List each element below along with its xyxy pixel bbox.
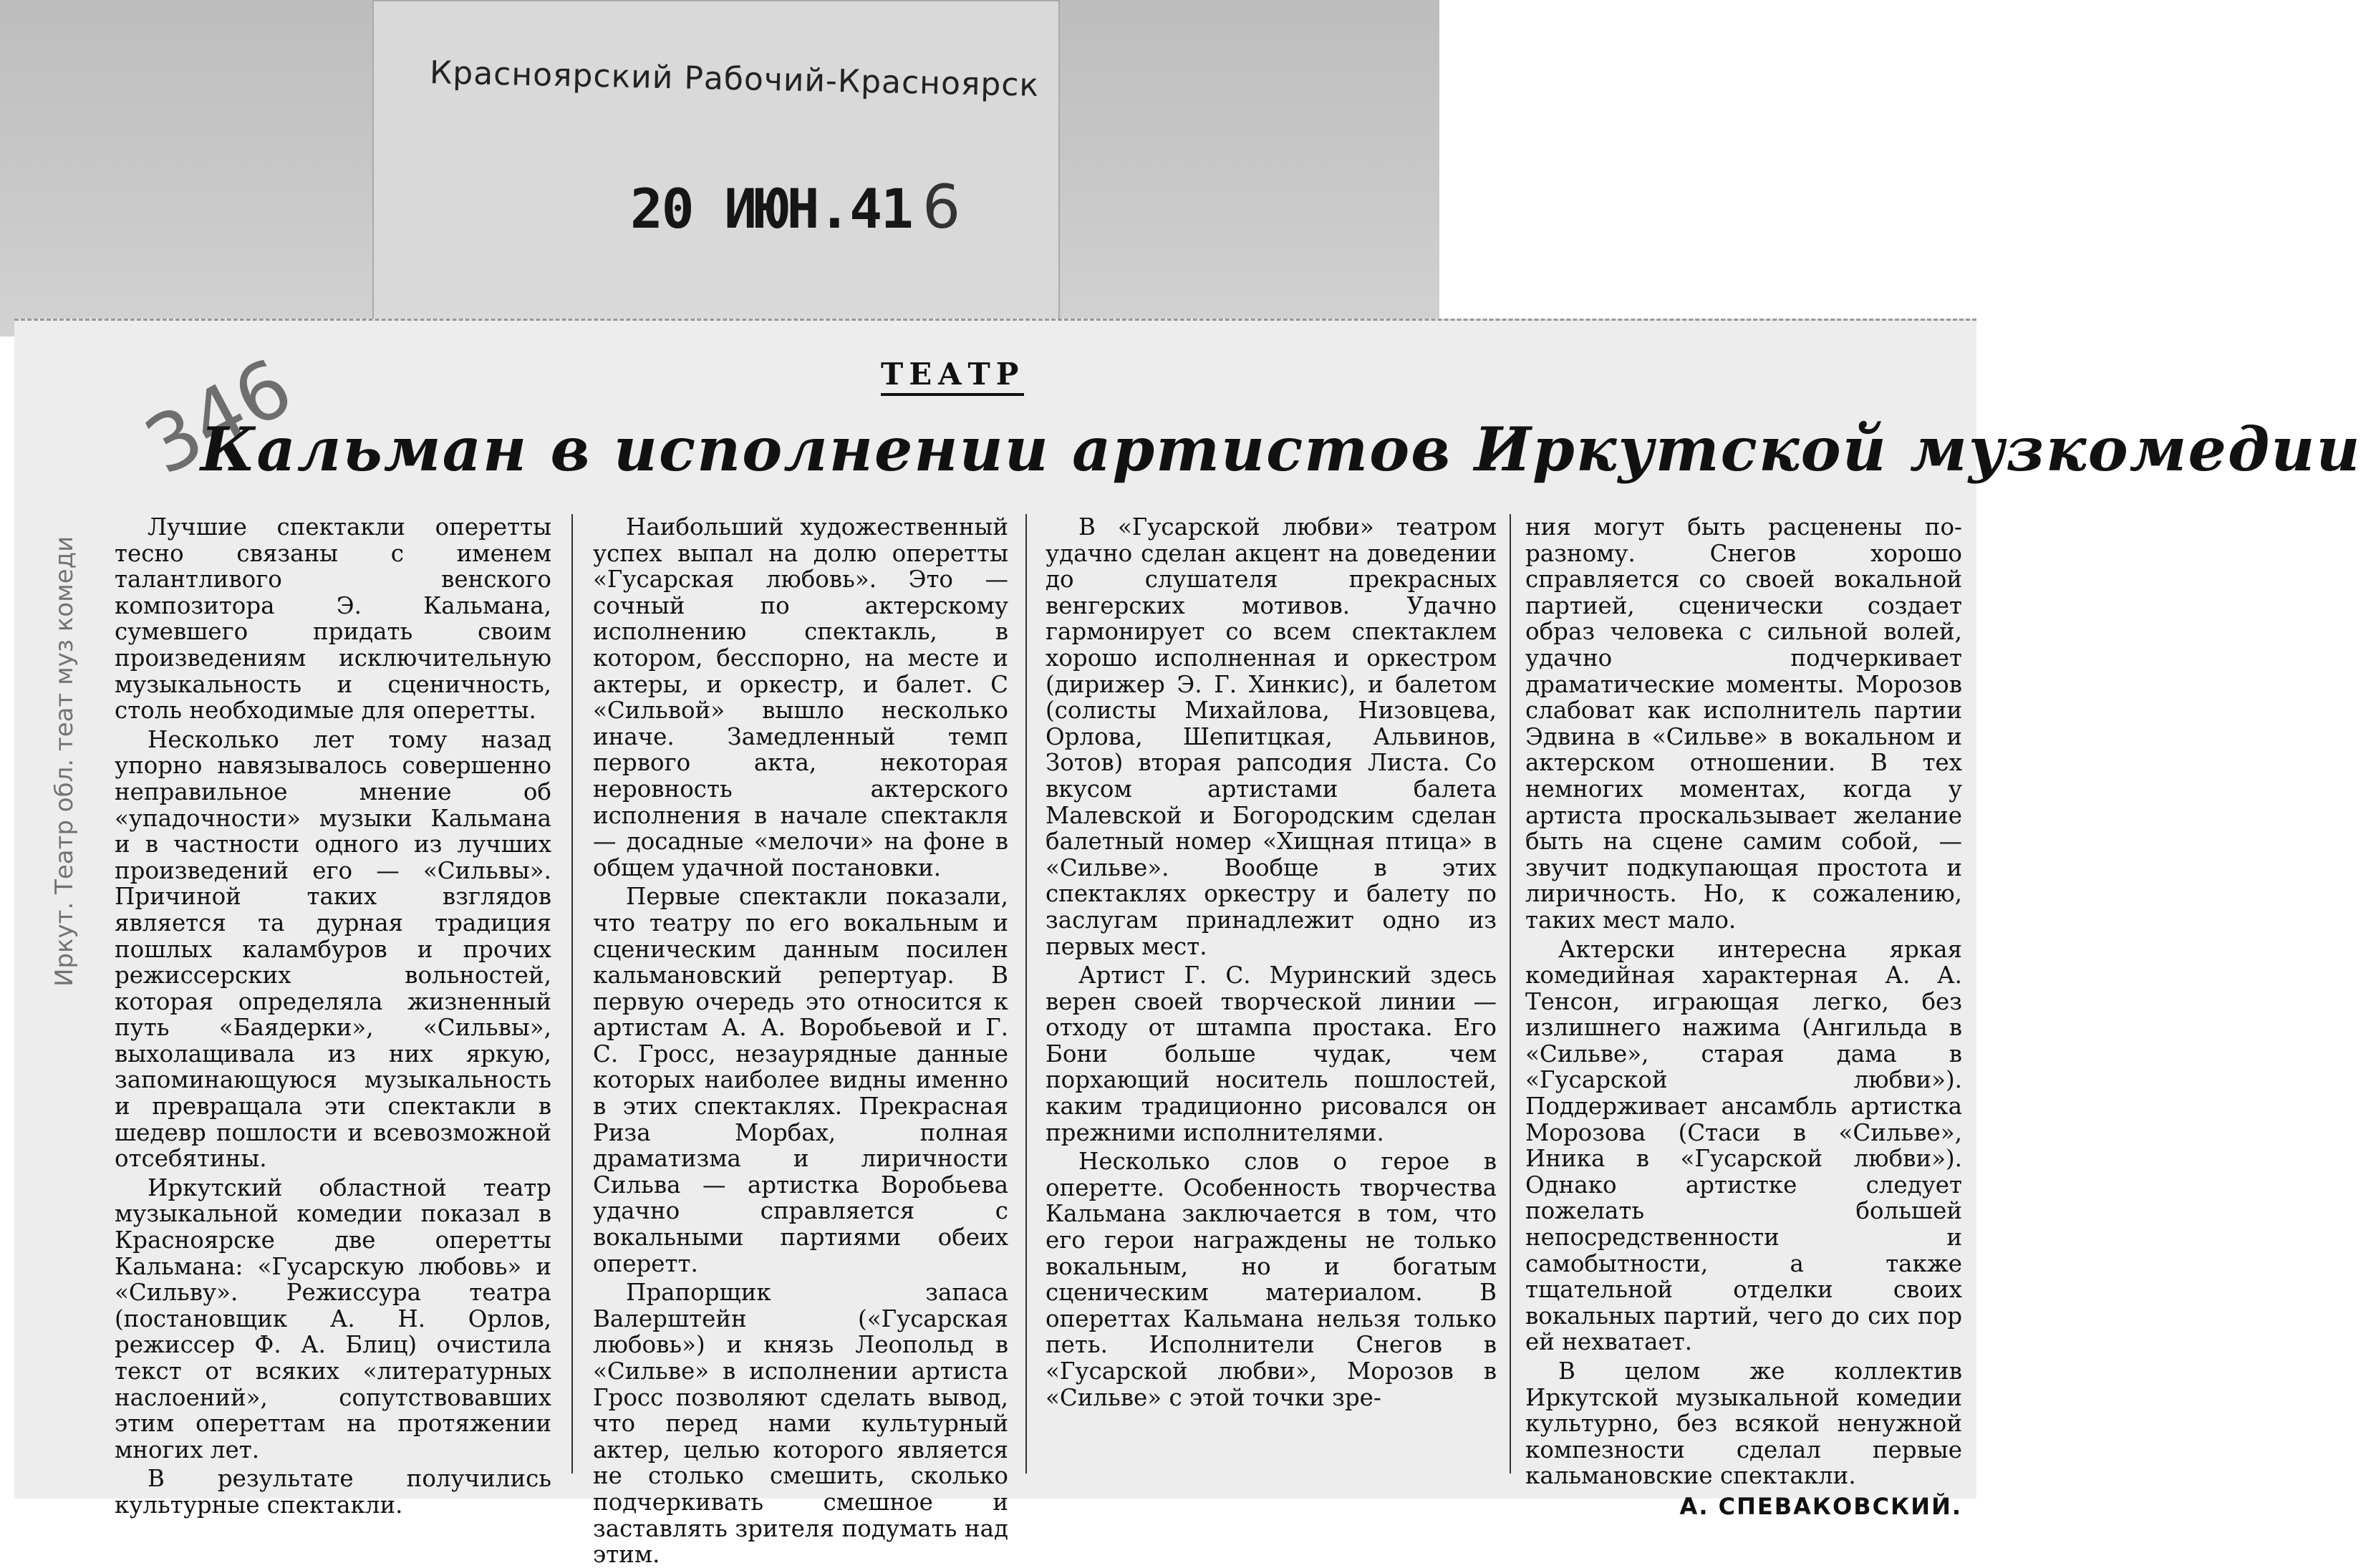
paragraph: Несколько лет тому назад упорно навязывалось совершенно неправильное мнение об «упадочности» музыки Кальмана и в частности одного из лучших произведений его — «Сильвы». Причиной таких взглядов является та дурная традиция пошлых каламбуров и прочих режиссерских вольностей, которая определяла жизненный путь «Баядерки», «Сильвы», выхолащивала из них яркую, запоминающуюся музыкальность и превращала эти спектакли в шедевр пошлости и всевозможной отсебятины. <box>115 725 551 1173</box>
paragraph: Прапорщик запаса Валерштейн («Гусарская любовь») и князь Леопольд в «Сильве» в исполнении артиста Гросс позволяют сделать вывод, что перед нами культурный актер, целью которого является не столько смешить, сколько подчеркивать смешное и заставлять зрителя подумать над этим. <box>593 1279 1008 1568</box>
section-rubric: ТЕАТР <box>881 357 1024 396</box>
paragraph: ния могут быть расценены по-разному. Снегов хорошо справляется со своей вокальной партией, сценически создает образ человека с сильной волей, удачно подчеркивает драматические моменты. Морозов слабоват как исполнитель партии Эдвина в «Сильве» в вокальном и актерском отношении. В тех немногих моментах, когда у артиста проскальзывает желание быть на сцене самим собой, — звучит подкупающая простота и лиричность. Но, к сожалению, таких мест мало. <box>1525 513 1962 934</box>
date-stamp <box>630 172 959 242</box>
paragraph: В результате получились культурные спектакли. <box>115 1465 551 1519</box>
source-label: Красноярский Рабочий-Красноярск <box>429 54 1040 104</box>
column-divider <box>571 514 573 1473</box>
handwritten-margin-note: Иркут. Театр обл. теат муз комеди <box>50 536 79 987</box>
paragraph: В «Гусарской любви» театром удачно сделан акцент на доведении до слушателя прекрасных венгерских мотивов. Удачно гармонирует со всем спектаклем хорошо исполненная и оркестром (дирижер Э. Г. Хинкис), и балетом (солисты Михайлова, Низовцева, Орлова, Шепитцкая, Альвинов, Зотов) вторая рапсодия Листа. Со вкусом артистами балета Малевской и Богородским сделан балетный номер «Хищная птица» в «Сильве». Вообще в этих спектаклях оркестру и балету по заслугам принадлежит одно из первых мест. <box>1046 513 1497 960</box>
article-column-1 <box>115 513 551 1519</box>
article-column-4 <box>1525 513 1962 1520</box>
source-label-paper <box>372 0 1060 337</box>
paragraph: Артист Г. С. Муринский здесь верен своей творческой линии — отходу от штампа простака. Его Бони больше чудак, чем порхающий носитель пошлостей, каким традиционно рисовался он прежними исполнителями. <box>1046 962 1497 1146</box>
article-headline: Кальман в исполнении артистов Иркутской музкомедии <box>201 414 2361 485</box>
article-column-2 <box>593 513 1008 1568</box>
date-stamp-number: 6 <box>922 172 960 242</box>
paragraph: Несколько слов о герое в оперетте. Особенность творчества Кальмана заключается в том, что его герои награждены не только вокальным, но и богатым сценическим материалом. В опереттах Кальмана нельзя только петь. Исполнители Снегов в «Гусарской любви», Морозов в «Сильве» с этой точки зре- <box>1046 1148 1497 1411</box>
newspaper-article <box>14 319 2361 1568</box>
date-stamp-date: 20 ИЮН.41 <box>630 177 912 241</box>
column-divider <box>1510 514 1511 1473</box>
paragraph: Иркутский областной театр музыкальной комедии показал в Красноярске две оперетты Кальмана: «Гусарскую любовь» и «Сильву». Режиссура театра (постановщик А. Н. Орлов, режиссер Ф. А. Блиц) очистила текст от всяких «литературных наслоений», сопутствовавших этим опереттам на протяжении многих лет. <box>115 1173 551 1463</box>
paragraph: Наибольший художественный успех выпал на долю оперетты «Гусарская любовь». Это — сочный по актерскому исполнению спектакль, в котором, бесспорно, на месте и актеры, и оркестр, и балет. С «Сильвой» вышло несколько иначе. Замедленный темп первого акта, некоторая неровность актерского исполнения в начале спектакля — досадные «мелочи» на фоне в общем удачной постановки. <box>593 513 1008 881</box>
author-signature: А. СПЕВАКОВСКИЙ. <box>1679 1492 1962 1520</box>
paragraph: В целом же коллектив Иркутской музыкальной комедии культурно, без всякой ненужной компезности сделал первые кальмановские спектакли. <box>1525 1358 1962 1490</box>
article-column-3 <box>1046 514 1497 1488</box>
column-divider <box>1025 514 1027 1473</box>
paragraph: Первые спектакли показали, что театру по его вокальным и сценическим данным посилен кальмановский репертуар. В первую очередь это относится к артистам А. А. Воробьевой и Г. С. Гросс, незаурядные данные которых наиболее видны именно в этих спектаклях. Прекрасная Риза Морбах, полная драматизма и лиричности Сильва — артистка Воробьева удачно справляется с вокальными партиями обеих оперетт. <box>593 883 1008 1277</box>
paragraph: Актерски интересна яркая комедийная характерная А. А. Тенсон, играющая легко, без излишнего нажима (Ангильда в «Сильве», старая дама в «Гусарской любви»). Поддерживает ансамбль артистка Морозова (Стаси в «Сильве», Иника в «Гусарской любви»). Однако артистке следует пожелать большей непосредственности и самобытности, а также тщательной отделки своих вокальных партий, чего до сих пор ей нехватает. <box>1525 935 1962 1356</box>
paragraph: Лучшие спектакли оперетты тесно связаны с именем талантливого венского композитора Э. Кальмана, сумевшего придать своим произведениям исключительную музыкальность и сценичность, столь необходимые для оперетты. <box>115 513 551 725</box>
handwritten-number: 346 <box>130 341 306 493</box>
